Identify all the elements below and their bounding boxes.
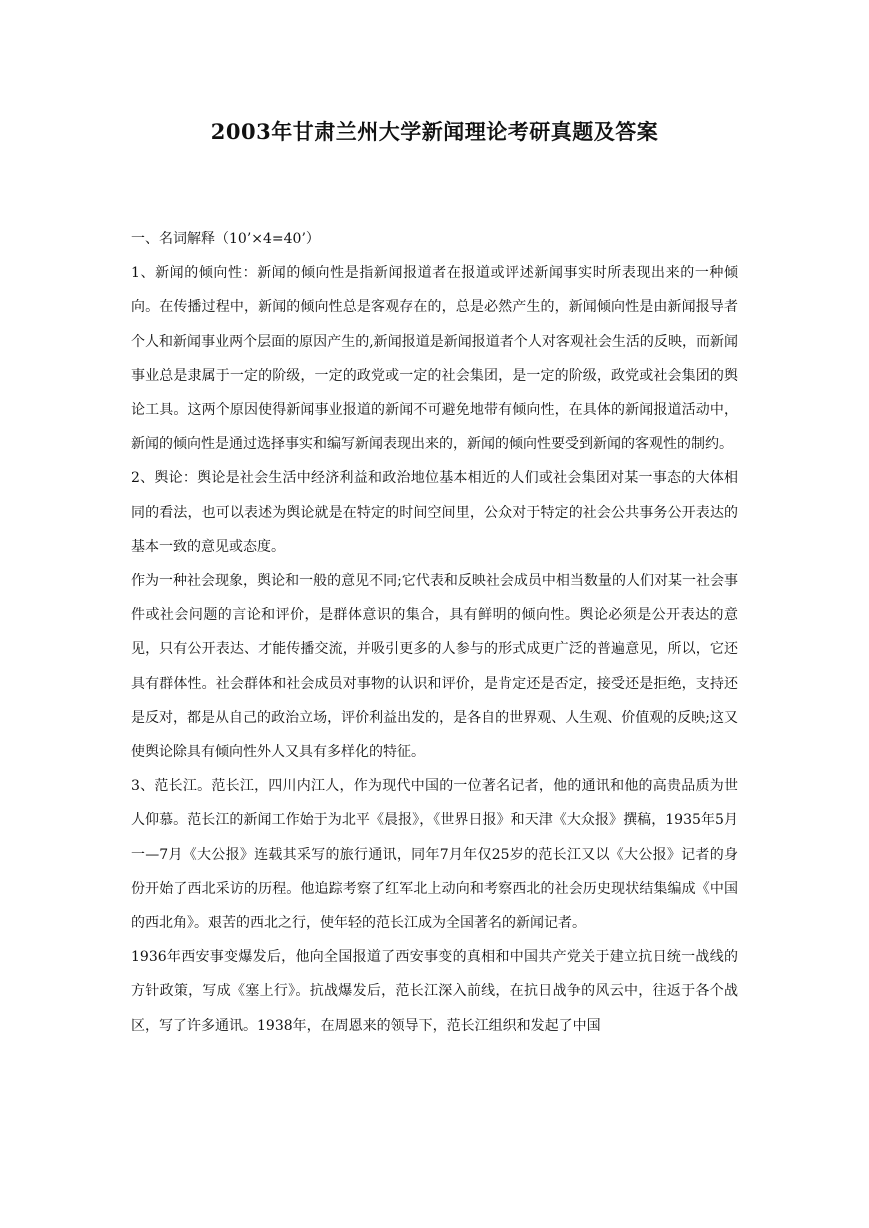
document-body: [131, 222, 738, 1043]
document-title: 2003年甘肃兰州大学新闻理论考研真题及答案: [210, 119, 659, 144]
paragraph: 2、舆论：舆论是社会生活中经济利益和政治地位基本相近的人们或社会集团对某一事态的大体相同的看法，也可以表述为舆论就是在特定的时间空间里，公众对于特定的社会公共事务公开表达的基本一致的意见或态度。: [131, 470, 738, 555]
paragraph: 1936年西安事变爆发后，他向全国报道了西安事变的真相和中国共产党关于建立抗日统一战线的方针政策，写成《塞上行》。抗战爆发后，范长江深入前线，在抗日战争的风云中，往返于各个战区，写了许多通讯。1938年，在周恩来的领导下，范长江组织和发起了中国: [131, 949, 738, 1034]
paragraph: 1、新闻的倾向性：新闻的倾向性是指新闻报道者在报道或评述新闻事实时所表现出来的一种倾向。在传播过程中，新闻的倾向性总是客观存在的，总是必然产生的，新闻倾向性是由新闻报导者个人和新闻事业两个层面的原因产生的,新闻报道是新闻报道者个人对客观社会生活的反映，而新闻事业总是隶属于一定的阶级，一定的政党或一定的社会集团，是一定的阶级，政党或社会集团的舆论工具。这两个原因使得新闻事业报道的新闻不可避免地带有倾向性，在具体的新闻报道活动中，新闻的倾向性是通过选择事实和编写新闻表现出来的，新闻的倾向性要受到新闻的客观性的制约。: [131, 265, 738, 453]
paragraph: 3、范长江。范长江，四川内江人，作为现代中国的一位著名记者，他的通讯和他的高贵品质为世人仰慕。范长江的新闻工作始于为北平《晨报》，《世界日报》和天津《大众报》撰稿，1935年5月一—7月《大公报》连载其采写的旅行通讯，同年7月年仅25岁的范长江又以《大公报》记者的身份开始了西北采访的历程。他追踪考察了红军北上动向和考察西北的社会历史现状结集编成《中国的西北角》。艰苦的西北之行，使年轻的范长江成为全国著名的新闻记者。: [131, 778, 738, 932]
paragraph: 作为一种社会现象，舆论和一般的意见不同;它代表和反映社会成员中相当数量的人们对某一社会事件或社会问题的言论和评价，是群体意识的集合，具有鲜明的倾向性。舆论必须是公开表达的意见，只有公开表达、才能传播交流，并吸引更多的人参与的形式成更广泛的普遍意见，所以，它还具有群体性。社会群体和社会成员对事物的认识和评价，是肯定还是否定，接受还是拒绝，支持还是反对，都是从自己的政治立场，评价利益出发的，是各自的世界观、人生观、价值观的反映;这又使舆论除具有倾向性外人又具有多样化的特征。: [131, 573, 738, 761]
section-heading: 一、名词解释（10’×4=40’）: [131, 231, 320, 247]
